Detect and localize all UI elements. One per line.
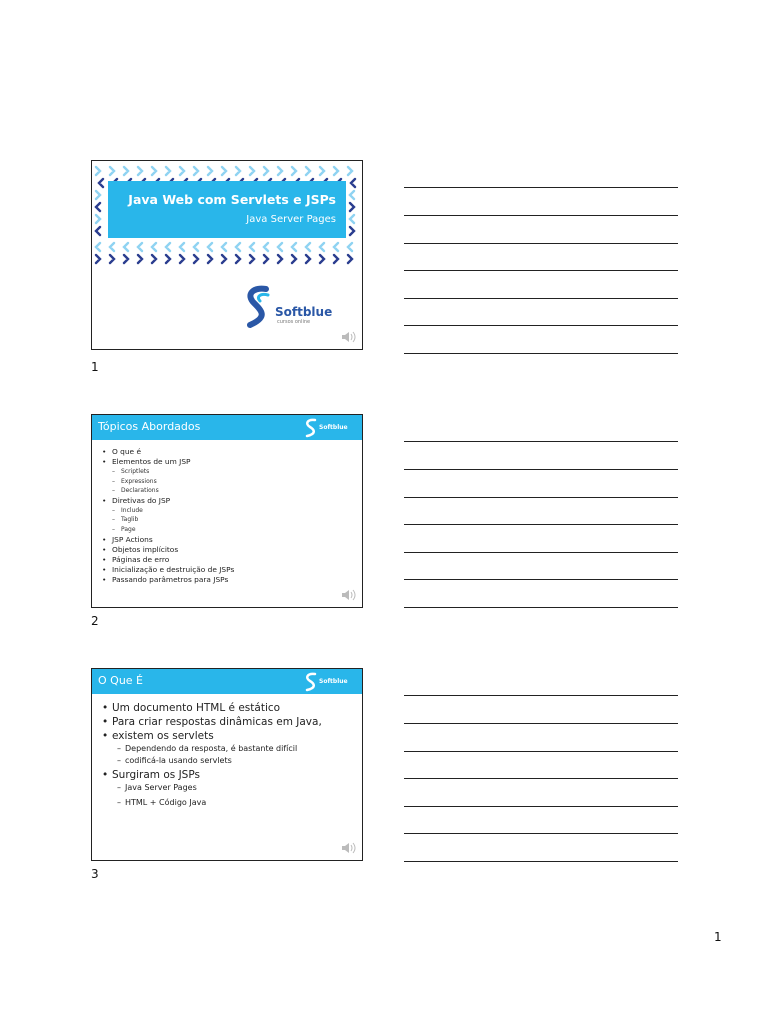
- list-item: • O que é: [100, 447, 234, 457]
- note-line: [404, 751, 678, 752]
- list-subitem: – Page: [100, 525, 234, 535]
- note-line: [404, 353, 678, 354]
- note-line: [404, 552, 678, 553]
- slide-3-thumbnail: [91, 668, 363, 861]
- list-subitem: – Taglib: [100, 515, 234, 525]
- slide-title: O Que É: [98, 674, 143, 687]
- note-line: [404, 806, 678, 807]
- softblue-logo: [304, 418, 356, 438]
- softblue-logo: [304, 672, 356, 692]
- note-line: [404, 215, 678, 216]
- softblue-s-icon: [304, 672, 318, 692]
- list-subitem: – Scriptlets: [100, 467, 234, 477]
- list-item: • Surgiram os JSPs: [100, 768, 322, 782]
- slide-2-thumbnail: [91, 414, 363, 608]
- list-item: • Elementos de um JSP: [100, 457, 234, 467]
- list-subitem: – Include: [100, 506, 234, 516]
- note-line: [404, 778, 678, 779]
- list-item: • Passando parâmetros para JSPs: [100, 575, 234, 585]
- note-line: [404, 441, 678, 442]
- note-line: [404, 243, 678, 244]
- list-subitem: – Dependendo da resposta, é bastante difícil: [100, 743, 322, 755]
- speaker-icon[interactable]: [341, 588, 357, 602]
- note-line: [404, 270, 678, 271]
- logo-wordmark: Softblue: [319, 424, 348, 431]
- softblue-s-icon: [304, 418, 318, 438]
- slide-number: 1: [91, 360, 99, 374]
- logo-wordmark: Softblue: [275, 305, 333, 319]
- note-line: [404, 298, 678, 299]
- note-line: [404, 524, 678, 525]
- note-line: [404, 497, 678, 498]
- logo-wordmark: Softblue: [319, 678, 348, 685]
- slide-title: Tópicos Abordados: [98, 420, 201, 433]
- title-banner: [108, 181, 346, 238]
- list-item-continuation: • existem os servlets: [100, 729, 322, 743]
- note-line: [404, 695, 678, 696]
- note-line: [404, 325, 678, 326]
- softblue-logo: [242, 285, 342, 329]
- list-item: • Um documento HTML é estático: [100, 701, 322, 715]
- list-subitem-continuation: – codificá-la usando servlets: [100, 755, 322, 767]
- list-item: • Páginas de erro: [100, 555, 234, 565]
- slide-number: 3: [91, 867, 99, 881]
- slide-title: Java Web com Servlets e JSPs: [128, 192, 336, 207]
- list-subitem: – Expressions: [100, 477, 234, 487]
- list-subitem: – Java Server Pages: [100, 782, 322, 794]
- list-item: • JSP Actions: [100, 535, 234, 545]
- speaker-icon[interactable]: [341, 330, 357, 344]
- speaker-icon[interactable]: [341, 841, 357, 855]
- list-subitem: – Declarations: [100, 486, 234, 496]
- page-number: 1: [714, 930, 722, 944]
- list-item: • Diretivas do JSP: [100, 496, 234, 506]
- slide-number: 2: [91, 614, 99, 628]
- note-line: [404, 607, 678, 608]
- softblue-s-icon: [242, 285, 274, 329]
- slide-subtitle: Java Server Pages: [246, 214, 336, 225]
- note-line: [404, 469, 678, 470]
- logo-tagline: cursos online: [277, 319, 311, 325]
- list-item: • Para criar respostas dinâmicas em Java,: [100, 715, 322, 729]
- note-line: [404, 187, 678, 188]
- note-line: [404, 833, 678, 834]
- list-subitem: – HTML + Código Java: [100, 797, 322, 809]
- slide-1-thumbnail: [91, 160, 363, 350]
- content-list: [100, 701, 322, 808]
- slide-header: [92, 669, 362, 694]
- list-item: • Objetos implícitos: [100, 545, 234, 555]
- note-line: [404, 723, 678, 724]
- list-item: • Inicialização e destruição de JSPs: [100, 565, 234, 575]
- note-line: [404, 861, 678, 862]
- slide-header: [92, 415, 362, 440]
- topic-list: [100, 447, 234, 585]
- note-line: [404, 579, 678, 580]
